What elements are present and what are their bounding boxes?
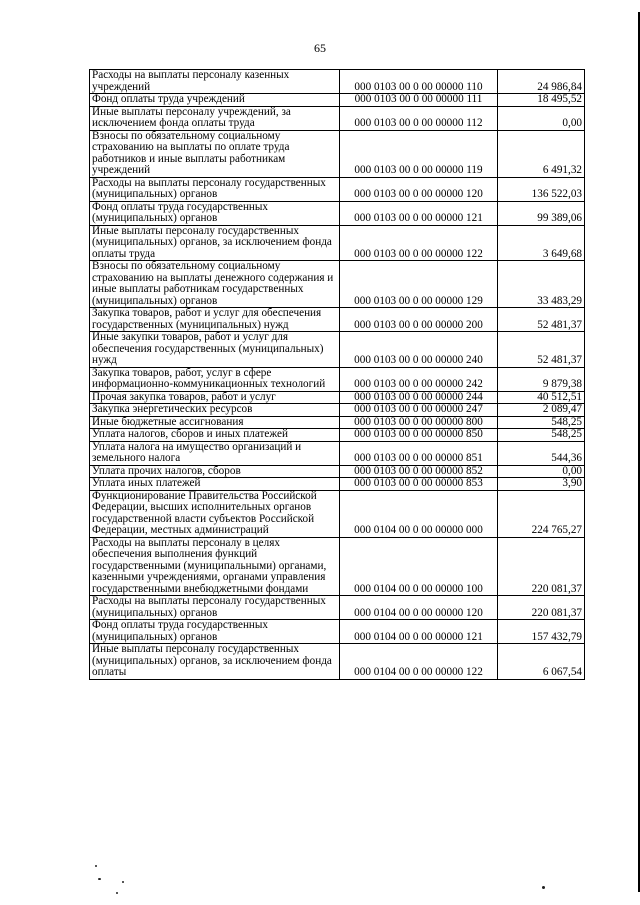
table-row xyxy=(90,537,585,596)
table-row xyxy=(90,261,585,308)
table-row xyxy=(90,367,585,391)
table-row xyxy=(90,620,585,644)
row-code-cell: 000 0104 00 0 00 00000 121 xyxy=(340,620,498,644)
row-code-cell: 000 0103 00 0 00 00000 800 xyxy=(340,416,498,429)
table-row xyxy=(90,416,585,429)
table-row xyxy=(90,644,585,680)
table-row xyxy=(90,106,585,130)
row-sum-cell: 224 765,27 xyxy=(498,490,585,537)
scan-speck xyxy=(98,878,101,880)
row-sum-cell: 99 389,06 xyxy=(498,201,585,225)
scan-speck xyxy=(122,881,124,883)
table-row xyxy=(90,596,585,620)
row-code-cell: 000 0103 00 0 00 00000 242 xyxy=(340,367,498,391)
row-name-cell: Расходы на выплаты персоналу казенных учреждений xyxy=(90,70,340,94)
row-code-cell: 000 0103 00 0 00 00000 852 xyxy=(340,465,498,478)
table-row xyxy=(90,70,585,94)
table-row xyxy=(90,490,585,537)
row-code-cell: 000 0103 00 0 00 00000 129 xyxy=(340,261,498,308)
row-code-cell: 000 0104 00 0 00 00000 122 xyxy=(340,644,498,680)
row-name-cell: Уплата иных платежей xyxy=(90,478,340,491)
row-code-cell: 000 0103 00 0 00 00000 240 xyxy=(340,332,498,368)
row-sum-cell: 6 067,54 xyxy=(498,644,585,680)
row-sum-cell: 40 512,51 xyxy=(498,391,585,404)
row-sum-cell: 18 495,52 xyxy=(498,94,585,107)
budget-table xyxy=(89,69,585,680)
row-code-cell: 000 0103 00 0 00 00000 110 xyxy=(340,70,498,94)
table-row xyxy=(90,225,585,261)
page-number: 65 xyxy=(314,41,326,55)
row-name-cell: Иные выплаты персоналу учреждений, за исключением фонда оплаты труда xyxy=(90,106,340,130)
row-code-cell: 000 0103 00 0 00 00000 200 xyxy=(340,308,498,332)
row-sum-cell: 0,00 xyxy=(498,465,585,478)
row-code-cell: 000 0103 00 0 00 00000 244 xyxy=(340,391,498,404)
row-name-cell: Иные бюджетные ассигнования xyxy=(90,416,340,429)
row-sum-cell: 33 483,29 xyxy=(498,261,585,308)
row-sum-cell: 548,25 xyxy=(498,429,585,442)
row-name-cell: Взносы по обязательному социальному страхованию на выплаты денежного содержания и иные выплаты работникам государственных (муниципальных) органов xyxy=(90,261,340,308)
row-code-cell: 000 0103 00 0 00 00000 853 xyxy=(340,478,498,491)
row-sum-cell: 220 081,37 xyxy=(498,537,585,596)
row-sum-cell: 136 522,03 xyxy=(498,177,585,201)
row-name-cell: Закупка энергетических ресурсов xyxy=(90,404,340,417)
row-name-cell: Фонд оплаты труда государственных (муниципальных) органов xyxy=(90,201,340,225)
row-code-cell: 000 0103 00 0 00 00000 112 xyxy=(340,106,498,130)
row-name-cell: Иные закупки товаров, работ и услуг для обеспечения государственных (муниципальных) нужд xyxy=(90,332,340,368)
row-code-cell: 000 0103 00 0 00 00000 851 xyxy=(340,441,498,465)
row-name-cell: Иные выплаты персоналу государственных (муниципальных) органов, за исключением фонда оплаты xyxy=(90,644,340,680)
table-row xyxy=(90,441,585,465)
row-sum-cell: 544,36 xyxy=(498,441,585,465)
row-code-cell: 000 0103 00 0 00 00000 121 xyxy=(340,201,498,225)
row-code-cell: 000 0104 00 0 00 00000 000 xyxy=(340,490,498,537)
row-name-cell: Закупка товаров, работ и услуг для обеспечения государственных (муниципальных) нужд xyxy=(90,308,340,332)
row-code-cell: 000 0103 00 0 00 00000 247 xyxy=(340,404,498,417)
table-row xyxy=(90,332,585,368)
row-name-cell: Иные выплаты персоналу государственных (муниципальных) органов, за исключением фонда оплаты труда xyxy=(90,225,340,261)
row-name-cell: Расходы на выплаты персоналу государственных (муниципальных) органов xyxy=(90,596,340,620)
table-row xyxy=(90,130,585,177)
row-sum-cell: 2 089,47 xyxy=(498,404,585,417)
row-sum-cell: 157 432,79 xyxy=(498,620,585,644)
row-name-cell: Прочая закупка товаров, работ и услуг xyxy=(90,391,340,404)
table-row xyxy=(90,201,585,225)
row-name-cell: Уплата налогов, сборов и иных платежей xyxy=(90,429,340,442)
row-code-cell: 000 0103 00 0 00 00000 122 xyxy=(340,225,498,261)
table-row xyxy=(90,177,585,201)
row-sum-cell: 52 481,37 xyxy=(498,332,585,368)
row-name-cell: Взносы по обязательному социальному страхованию на выплаты по оплате труда работников и иные выплаты работникам учреждений xyxy=(90,130,340,177)
row-sum-cell: 3,90 xyxy=(498,478,585,491)
row-code-cell: 000 0103 00 0 00 00000 120 xyxy=(340,177,498,201)
row-code-cell: 000 0103 00 0 00 00000 850 xyxy=(340,429,498,442)
scan-speck xyxy=(116,892,118,894)
row-sum-cell: 24 986,84 xyxy=(498,70,585,94)
table-row xyxy=(90,478,585,491)
row-sum-cell: 548,25 xyxy=(498,416,585,429)
row-code-cell: 000 0104 00 0 00 00000 100 xyxy=(340,537,498,596)
row-name-cell: Фонд оплаты труда государственных (муниципальных) органов xyxy=(90,620,340,644)
row-name-cell: Закупка товаров, работ, услуг в сфере информационно-коммуникационных технологий xyxy=(90,367,340,391)
row-name-cell: Функционирование Правительства Российской Федерации, высших исполнительных органов государственной власти субъектов Российской Федерации, местных администраций xyxy=(90,490,340,537)
scan-speck xyxy=(95,865,97,867)
row-sum-cell: 3 649,68 xyxy=(498,225,585,261)
table-row xyxy=(90,308,585,332)
row-sum-cell: 52 481,37 xyxy=(498,308,585,332)
row-code-cell: 000 0104 00 0 00 00000 120 xyxy=(340,596,498,620)
row-code-cell: 000 0103 00 0 00 00000 111 xyxy=(340,94,498,107)
row-name-cell: Расходы на выплаты персоналу государственных (муниципальных) органов xyxy=(90,177,340,201)
row-sum-cell: 220 081,37 xyxy=(498,596,585,620)
table-row xyxy=(90,391,585,404)
row-name-cell: Уплата прочих налогов, сборов xyxy=(90,465,340,478)
table-row xyxy=(90,465,585,478)
row-name-cell: Расходы на выплаты персоналу в целях обеспечения выполнения функций государственными (муниципальными) органами, казенными учреждениями, органами управления государственными внебюджетными фондами xyxy=(90,537,340,596)
table-row xyxy=(90,429,585,442)
row-sum-cell: 9 879,38 xyxy=(498,367,585,391)
row-name-cell: Уплата налога на имущество организаций и земельного налога xyxy=(90,441,340,465)
row-sum-cell: 0,00 xyxy=(498,106,585,130)
row-sum-cell: 6 491,32 xyxy=(498,130,585,177)
row-code-cell: 000 0103 00 0 00 00000 119 xyxy=(340,130,498,177)
table-row xyxy=(90,404,585,417)
scan-speck xyxy=(542,886,545,889)
table-row xyxy=(90,94,585,107)
row-name-cell: Фонд оплаты труда учреждений xyxy=(90,94,340,107)
